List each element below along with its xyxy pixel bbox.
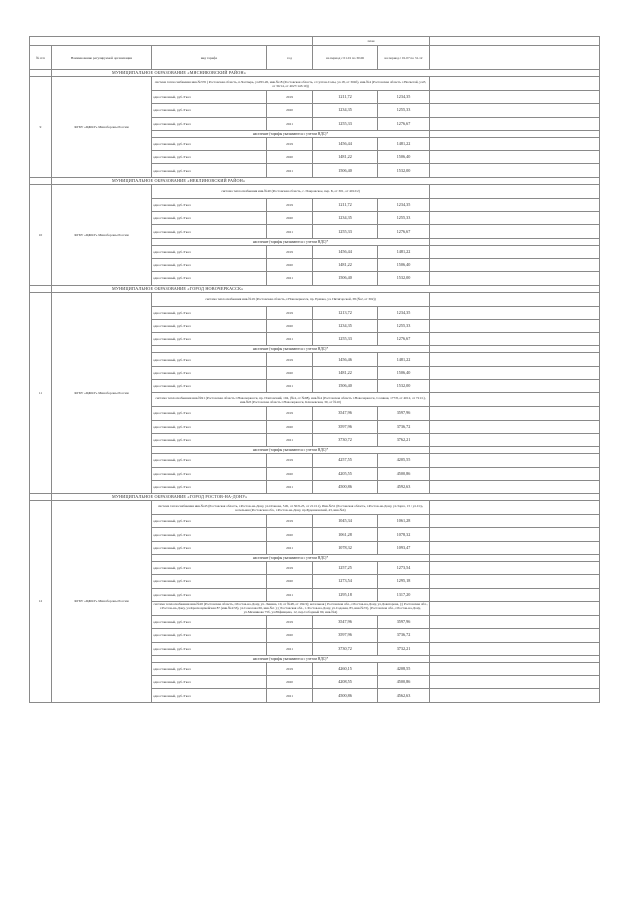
header-row — [30, 46, 600, 70]
extra-cell — [430, 353, 600, 366]
tariff-value-h2: 1481,22 — [378, 353, 430, 366]
system-row — [30, 501, 600, 515]
tariff-year: 2020 — [267, 104, 313, 117]
extra-cell — [430, 454, 600, 467]
tariff-year: 2019 — [267, 662, 313, 675]
tariff-value-h2: 4500,86 — [378, 467, 430, 480]
tariff-type: одноставочный, руб./Гкал — [152, 117, 267, 130]
tariff-value-h2: 3732,21 — [378, 642, 430, 655]
tariff-type: одноставочный, руб./Гкал — [152, 575, 267, 588]
tariff-value-h2: 3597,96 — [378, 407, 430, 420]
tariff-type: одноставочный, руб./Гкал — [152, 541, 267, 554]
organization-name: ФГБУ «ЦЖКУ» Минобороны России — [52, 292, 152, 494]
organization-name: ФГБУ «ЦЖКУ» Минобороны России — [52, 501, 152, 703]
heating-system-description: система теплоснабжения инв.№20 (Ростовская область, г.Ростов-на-Дону, ул. Ленина, 10, от №48, от 192/2); котельная ( Ростовская обл., г.Ростов-на-Дону, ул.Доваторова, );( Ростовская обл., г.Ростов-на-Дону, ул.Красноармейская 87 (инв.№4/33), ул.Соколова 66, инв.№1 ); ( Ростовская обл., г. Ростов-на-Дону, ул.Садовая, 83, инв.№72), (Ростовская обл., г.Ростов-на-Дону, ул.Мечникова 75б, ул.Юфимцева, 12, пер.Соборный 90, инв.№4) — [153, 602, 428, 615]
tariff-year: 2020 — [267, 212, 313, 225]
tariff-type: одноставочный, руб./Гкал — [152, 629, 267, 642]
tariff-type: одноставочный, руб./Гкал — [152, 245, 267, 258]
tariff-value-h1: 1255,33 — [313, 333, 378, 346]
tariff-value-h2: 1532,00 — [378, 380, 430, 393]
tariff-value-h2: 1234,35 — [378, 198, 430, 211]
extra-cell — [430, 528, 600, 541]
extra-cell — [430, 319, 600, 332]
tariff-value-h1: 3547,96 — [313, 615, 378, 628]
extra-cell — [430, 333, 600, 346]
tariff-type: одноставочный, руб./Гкал — [152, 433, 267, 446]
extra-cell — [430, 212, 600, 225]
extra-cell — [430, 117, 600, 130]
tariff-type: одноставочный, руб./Гкал — [152, 562, 267, 575]
tariff-year: 2020 — [267, 151, 313, 164]
extra-cell — [430, 151, 600, 164]
population-note: население (тарифы указываются с учетом НДС)* — [152, 447, 430, 454]
extra-cell — [430, 91, 600, 104]
tariff-value-h1: 1257,25 — [313, 562, 378, 575]
tariff-type: одноставочный, руб./Гкал — [152, 306, 267, 319]
tariff-year: 2019 — [267, 562, 313, 575]
tariff-value-h2: 1276,67 — [378, 333, 430, 346]
extra-cell — [430, 447, 600, 454]
tariff-type: одноставочный, руб./Гкал — [152, 198, 267, 211]
tariff-value-h1: 1234,35 — [313, 104, 378, 117]
tariff-year: 2020 — [267, 319, 313, 332]
population-note: население (тарифы указываются с учетом НДС)* — [152, 238, 430, 245]
tariff-value-h2: 1317,20 — [378, 588, 430, 601]
extra-cell — [430, 629, 600, 642]
tariff-value-h1: 1295,18 — [313, 588, 378, 601]
tariff-year: 2019 — [267, 353, 313, 366]
tariff-value-h2: 3736,72 — [378, 420, 430, 433]
tariff-type: одноставочный, руб./Гкал — [152, 515, 267, 528]
tariff-type: одноставочный, руб./Гкал — [152, 689, 267, 702]
tariff-year: 2021 — [267, 541, 313, 554]
extra-cell — [430, 306, 600, 319]
tariff-type: одноставочный, руб./Гкал — [152, 467, 267, 480]
extra-cell — [430, 541, 600, 554]
tariff-value-h2: 1506,40 — [378, 151, 430, 164]
tariff-value-h2: 1093,47 — [378, 541, 430, 554]
tariff-type: одноставочный, руб./Гкал — [152, 225, 267, 238]
extra-cell — [430, 655, 600, 662]
tariff-type: одноставочный, руб./Гкал — [152, 480, 267, 493]
extra-cell — [430, 555, 600, 562]
extra-cell — [430, 225, 600, 238]
extra-cell — [430, 407, 600, 420]
tariff-value-h1: 1255,33 — [313, 117, 378, 130]
heating-system-description: система теплоснабжения инв.№40 (Ростовская область, с. Покровское, пер. Б, от 301, от 4012/2) — [152, 184, 430, 198]
tariff-type: одноставочный, руб./Гкал — [152, 642, 267, 655]
tariff-value-h2: 4592,63 — [378, 480, 430, 493]
tariff-type: одноставочный, руб./Гкал — [152, 137, 267, 150]
tariff-value-h1: 3597,96 — [313, 420, 378, 433]
extra-cell — [430, 366, 600, 379]
section-num-spacer — [30, 285, 52, 292]
population-note: население (тарифы указываются с учетом НДС)* — [152, 655, 430, 662]
tariff-type: одноставочный, руб./Гкал — [152, 366, 267, 379]
tariff-year: 2020 — [267, 420, 313, 433]
tariff-year: 2021 — [267, 117, 313, 130]
extra-cell — [430, 272, 600, 285]
extra-cell — [430, 137, 600, 150]
extra-cell — [430, 433, 600, 446]
section-title-row — [30, 177, 600, 184]
tariff-value-h2: 1078,32 — [378, 528, 430, 541]
tariff-year: 2020 — [267, 676, 313, 689]
extra-cell — [430, 258, 600, 271]
population-note: население (тарифы указываются с учетом НДС)* — [152, 346, 430, 353]
section-num-spacer — [30, 494, 52, 501]
tariff-type: одноставочный, руб./Гкал — [152, 333, 267, 346]
tariff-value-h1: 1211,72 — [313, 198, 378, 211]
extra-cell — [430, 164, 600, 177]
tariff-type: одноставочный, руб./Гкал — [152, 615, 267, 628]
tariff-year: 2021 — [267, 164, 313, 177]
section-title-row — [30, 70, 600, 77]
tariff-value-h2: 1061,28 — [378, 515, 430, 528]
tariff-year: 2021 — [267, 480, 313, 493]
tariff-value-h1: 1211,72 — [313, 91, 378, 104]
tariff-value-h1: 4205,55 — [313, 467, 378, 480]
col-period1-header: на период с 01.01 по 30.06 — [313, 46, 378, 70]
extra-cell — [430, 380, 600, 393]
tariff-value-h2: 3736,72 — [378, 629, 430, 642]
municipality-title: МУНИЦИПАЛЬНОЕ ОБРАЗОВАНИЕ «ГОРОД РОСТОВ-НА-ДОНУ» — [52, 494, 600, 501]
population-note: население (тарифы указываются с учетом НДС)* — [152, 130, 430, 137]
row-number: 9 — [30, 77, 52, 178]
heating-system-description: система теплоснабжения инв.№91 (Ростовская область г.Новочеркасск, пр. Платовский, 104, (№4, от №98), инв.№4 (Ростовская область г.Новочеркасск, Соляная, 177/8, от 4012, от 721/1), инв.№8 (Ростовская область г.Новочеркасск, Ключевская, 30, от №10) — [152, 393, 430, 407]
tariff-value-h1: 1481,22 — [313, 151, 378, 164]
municipality-title: МУНИЦИПАЛЬНОЕ ОБРАЗОВАНИЕ «НЕКЛИНОВСКИЙ РАЙОН» — [52, 177, 600, 184]
heating-system-description: система теплоснабжения инв.№19 (Ростовская область, г.Новочеркасск, пр. Ермака, ул. Пятигорской, 38 (№2, от 302)) — [152, 292, 430, 306]
tariff-year: 2019 — [267, 407, 313, 420]
header-spacer — [30, 37, 313, 46]
tariff-value-h1: 3547,96 — [313, 407, 378, 420]
extra-cell — [430, 77, 600, 91]
extra-cell — [430, 130, 600, 137]
tariff-value-h1: 4257,55 — [313, 454, 378, 467]
tariff-year: 2019 — [267, 245, 313, 258]
tariff-value-h2: 1506,40 — [378, 258, 430, 271]
tariff-value-h2: 1234,35 — [378, 306, 430, 319]
tariff-value-h1: 1273,54 — [313, 575, 378, 588]
tariff-year: 2019 — [267, 454, 313, 467]
system-row — [30, 77, 600, 91]
extra-cell — [430, 245, 600, 258]
tariff-value-h2: 1532,00 — [378, 164, 430, 177]
tariff-year: 2021 — [267, 588, 313, 601]
tariff-year: 2021 — [267, 225, 313, 238]
tariff-value-h1: 4260,15 — [313, 662, 378, 675]
tariff-type: одноставочный, руб./Гкал — [152, 104, 267, 117]
extra-cell — [430, 104, 600, 117]
section-num-spacer — [30, 70, 52, 77]
tariff-value-h2: 3597,96 — [378, 615, 430, 628]
system-row — [30, 184, 600, 198]
tariff-type: одноставочный, руб./Гкал — [152, 258, 267, 271]
extra-cell — [430, 480, 600, 493]
tariff-year: 2019 — [267, 198, 313, 211]
col-num-header: № п/п — [30, 46, 52, 70]
tariff-year: 2021 — [267, 380, 313, 393]
section-num-spacer — [30, 177, 52, 184]
extra-cell — [430, 184, 600, 198]
tariff-value-h2: 1532,00 — [378, 272, 430, 285]
section-title-row — [30, 494, 600, 501]
tariff-value-h2: 4205,55 — [378, 454, 430, 467]
tariff-value-h2: 1255,33 — [378, 104, 430, 117]
extra-cell — [430, 689, 600, 702]
tariff-value-h1: 4500,86 — [313, 480, 378, 493]
tariff-value-h1: 1456,46 — [313, 353, 378, 366]
tariff-year: 2020 — [267, 629, 313, 642]
heating-system-description: система теплоснабжения инв.№43 (Ростовская область, г.Ростов-на-Дону, ул.Оганова, 51Б, от 30/9-25, от 211/11), Инв.№51 (Ростовская область, г.Ростов-на-Дону, ул.Зорге, 15 / ул.Стр, котельная (Ростовская обл., г.Ростов-на-Дону, пр.Буденновский, 43, инв.№4) — [152, 501, 430, 515]
tariff-value-h1: 1481,22 — [313, 258, 378, 271]
tariff-year: 2021 — [267, 433, 313, 446]
tariff-value-h1: 1456,44 — [313, 245, 378, 258]
tariff-value-h2: 1481,22 — [378, 137, 430, 150]
tariff-year: 2021 — [267, 333, 313, 346]
tariff-type: одноставочный, руб./Гкал — [152, 662, 267, 675]
tariff-type: одноставочный, руб./Гкал — [152, 588, 267, 601]
tariff-year: 2019 — [267, 91, 313, 104]
tariff-value-h1: 1234,35 — [313, 319, 378, 332]
tariff-value-h2: 1276,67 — [378, 225, 430, 238]
tariff-value-h1: 1045,34 — [313, 515, 378, 528]
tariff-year: 2019 — [267, 137, 313, 150]
col-blank-header — [430, 46, 600, 70]
organization-name: ФГБУ «ЦЖКУ» Минобороны России — [52, 77, 152, 178]
extra-cell — [430, 588, 600, 601]
extra-cell — [430, 515, 600, 528]
tariff-value-h1: 4208,55 — [313, 676, 378, 689]
col-period2-header: на период с 01.07 по 31.12 — [378, 46, 430, 70]
tariff-value-h1: 1506,40 — [313, 380, 378, 393]
tariff-table-body — [30, 37, 600, 703]
extra-cell — [430, 420, 600, 433]
row-number: 12 — [30, 501, 52, 703]
extra-cell — [430, 662, 600, 675]
tariff-type: одноставочный, руб./Гкал — [152, 420, 267, 433]
tariff-value-h1: 1481,22 — [313, 366, 378, 379]
tariff-year: 2019 — [267, 306, 313, 319]
extra-cell — [430, 615, 600, 628]
tariff-year: 2020 — [267, 528, 313, 541]
tariff-year: 2019 — [267, 515, 313, 528]
tariff-value-h1: 1255,33 — [313, 225, 378, 238]
tariff-value-h1: 1078,32 — [313, 541, 378, 554]
tariff-value-h1: 3730,72 — [313, 433, 378, 446]
system-row — [30, 292, 600, 306]
tariff-type: одноставочный, руб./Гкал — [152, 407, 267, 420]
tariff-type: одноставочный, руб./Гкал — [152, 676, 267, 689]
extra-cell — [430, 642, 600, 655]
row-number: 10 — [30, 184, 52, 285]
tariff-type: одноставочный, руб./Гкал — [152, 454, 267, 467]
header-spacer-right — [430, 37, 600, 46]
tariff-value-h1: 3730,72 — [313, 642, 378, 655]
header-top-row — [30, 37, 600, 46]
tariff-value-h2: 4500,86 — [378, 676, 430, 689]
population-note: население (тарифы указываются с учетом НДС)* — [152, 555, 430, 562]
tariff-year: 2020 — [267, 366, 313, 379]
tariff-value-h1: 1506,40 — [313, 164, 378, 177]
tariff-year: 2019 — [267, 615, 313, 628]
tariff-year: 2020 — [267, 575, 313, 588]
tariff-type: одноставочный, руб./Гкал — [152, 272, 267, 285]
extra-cell — [430, 292, 600, 306]
extra-cell — [430, 198, 600, 211]
extra-cell — [430, 238, 600, 245]
tariff-type: одноставочный, руб./Гкал — [152, 353, 267, 366]
tariff-value-h2: 1481,22 — [378, 245, 430, 258]
tariff-year: 2021 — [267, 272, 313, 285]
tariff-table — [29, 36, 600, 703]
extra-cell — [430, 346, 600, 353]
tariff-type: одноставочный, руб./Гкал — [152, 528, 267, 541]
municipality-title: МУНИЦИПАЛЬНОЕ ОБРАЗОВАНИЕ «МЯСНИКОВСКИЙ РАЙОН» — [52, 70, 600, 77]
header-top-right: план — [313, 37, 430, 46]
tariff-value-h2: 1295,18 — [378, 575, 430, 588]
tariff-type: одноставочный, руб./Гкал — [152, 164, 267, 177]
extra-cell — [430, 601, 600, 615]
tariff-document — [29, 36, 599, 703]
extra-cell — [430, 467, 600, 480]
tariff-value-h2: 1255,33 — [378, 319, 430, 332]
extra-cell — [430, 562, 600, 575]
tariff-year: 2021 — [267, 689, 313, 702]
tariff-value-h2: 4208,55 — [378, 662, 430, 675]
tariff-value-h1: 3597,96 — [313, 629, 378, 642]
extra-cell — [430, 676, 600, 689]
heating-system-description: система теплоснабжения инв.№376 ( Ростовская область, п.Чалтырь, ул.РП-26, инв.№18 (Ростовская область, с.Султан-Салы, ул.18, от 304б), инв.№4 (Ростовская область с.Несветай, ул.Е, от 30/14, от 4027/143/10)) — [152, 77, 430, 91]
municipality-title: МУНИЦИПАЛЬНОЕ ОБРАЗОВАНИЕ «ГОРОД НОВОЧЕРКАССК» — [52, 285, 600, 292]
organization-name: ФГБУ «ЦЖКУ» Минобороны России — [52, 184, 152, 285]
extra-cell — [430, 501, 600, 515]
extra-cell — [430, 575, 600, 588]
tariff-value-h2: 3762,21 — [378, 433, 430, 446]
tariff-value-h2: 1273,54 — [378, 562, 430, 575]
tariff-value-h1: 1061,28 — [313, 528, 378, 541]
tariff-type: одноставочный, руб./Гкал — [152, 91, 267, 104]
row-number: 11 — [30, 292, 52, 494]
tariff-type: одноставочный, руб./Гкал — [152, 319, 267, 332]
extra-cell — [430, 393, 600, 407]
tariff-value-h2: 4562,63 — [378, 689, 430, 702]
col-org-header: Наименование регулируемой организации — [52, 46, 152, 70]
tariff-value-h2: 1234,35 — [378, 91, 430, 104]
tariff-year: 2020 — [267, 467, 313, 480]
col-type-header: вид тарифа — [152, 46, 267, 70]
tariff-value-h2: 1506,40 — [378, 366, 430, 379]
tariff-type: одноставочный, руб./Гкал — [152, 380, 267, 393]
tariff-value-h1: 1506,40 — [313, 272, 378, 285]
tariff-value-h2: 1276,67 — [378, 117, 430, 130]
tariff-value-h1: 1456,44 — [313, 137, 378, 150]
section-title-row — [30, 285, 600, 292]
tariff-value-h1: 1213,72 — [313, 306, 378, 319]
tariff-type: одноставочный, руб./Гкал — [152, 151, 267, 164]
tariff-year: 2020 — [267, 258, 313, 271]
tariff-year: 2021 — [267, 642, 313, 655]
tariff-value-h2: 1255,33 — [378, 212, 430, 225]
tariff-type: одноставочный, руб./Гкал — [152, 212, 267, 225]
tariff-value-h1: 4500,86 — [313, 689, 378, 702]
tariff-value-h1: 1234,35 — [313, 212, 378, 225]
col-year-header: год — [267, 46, 313, 70]
